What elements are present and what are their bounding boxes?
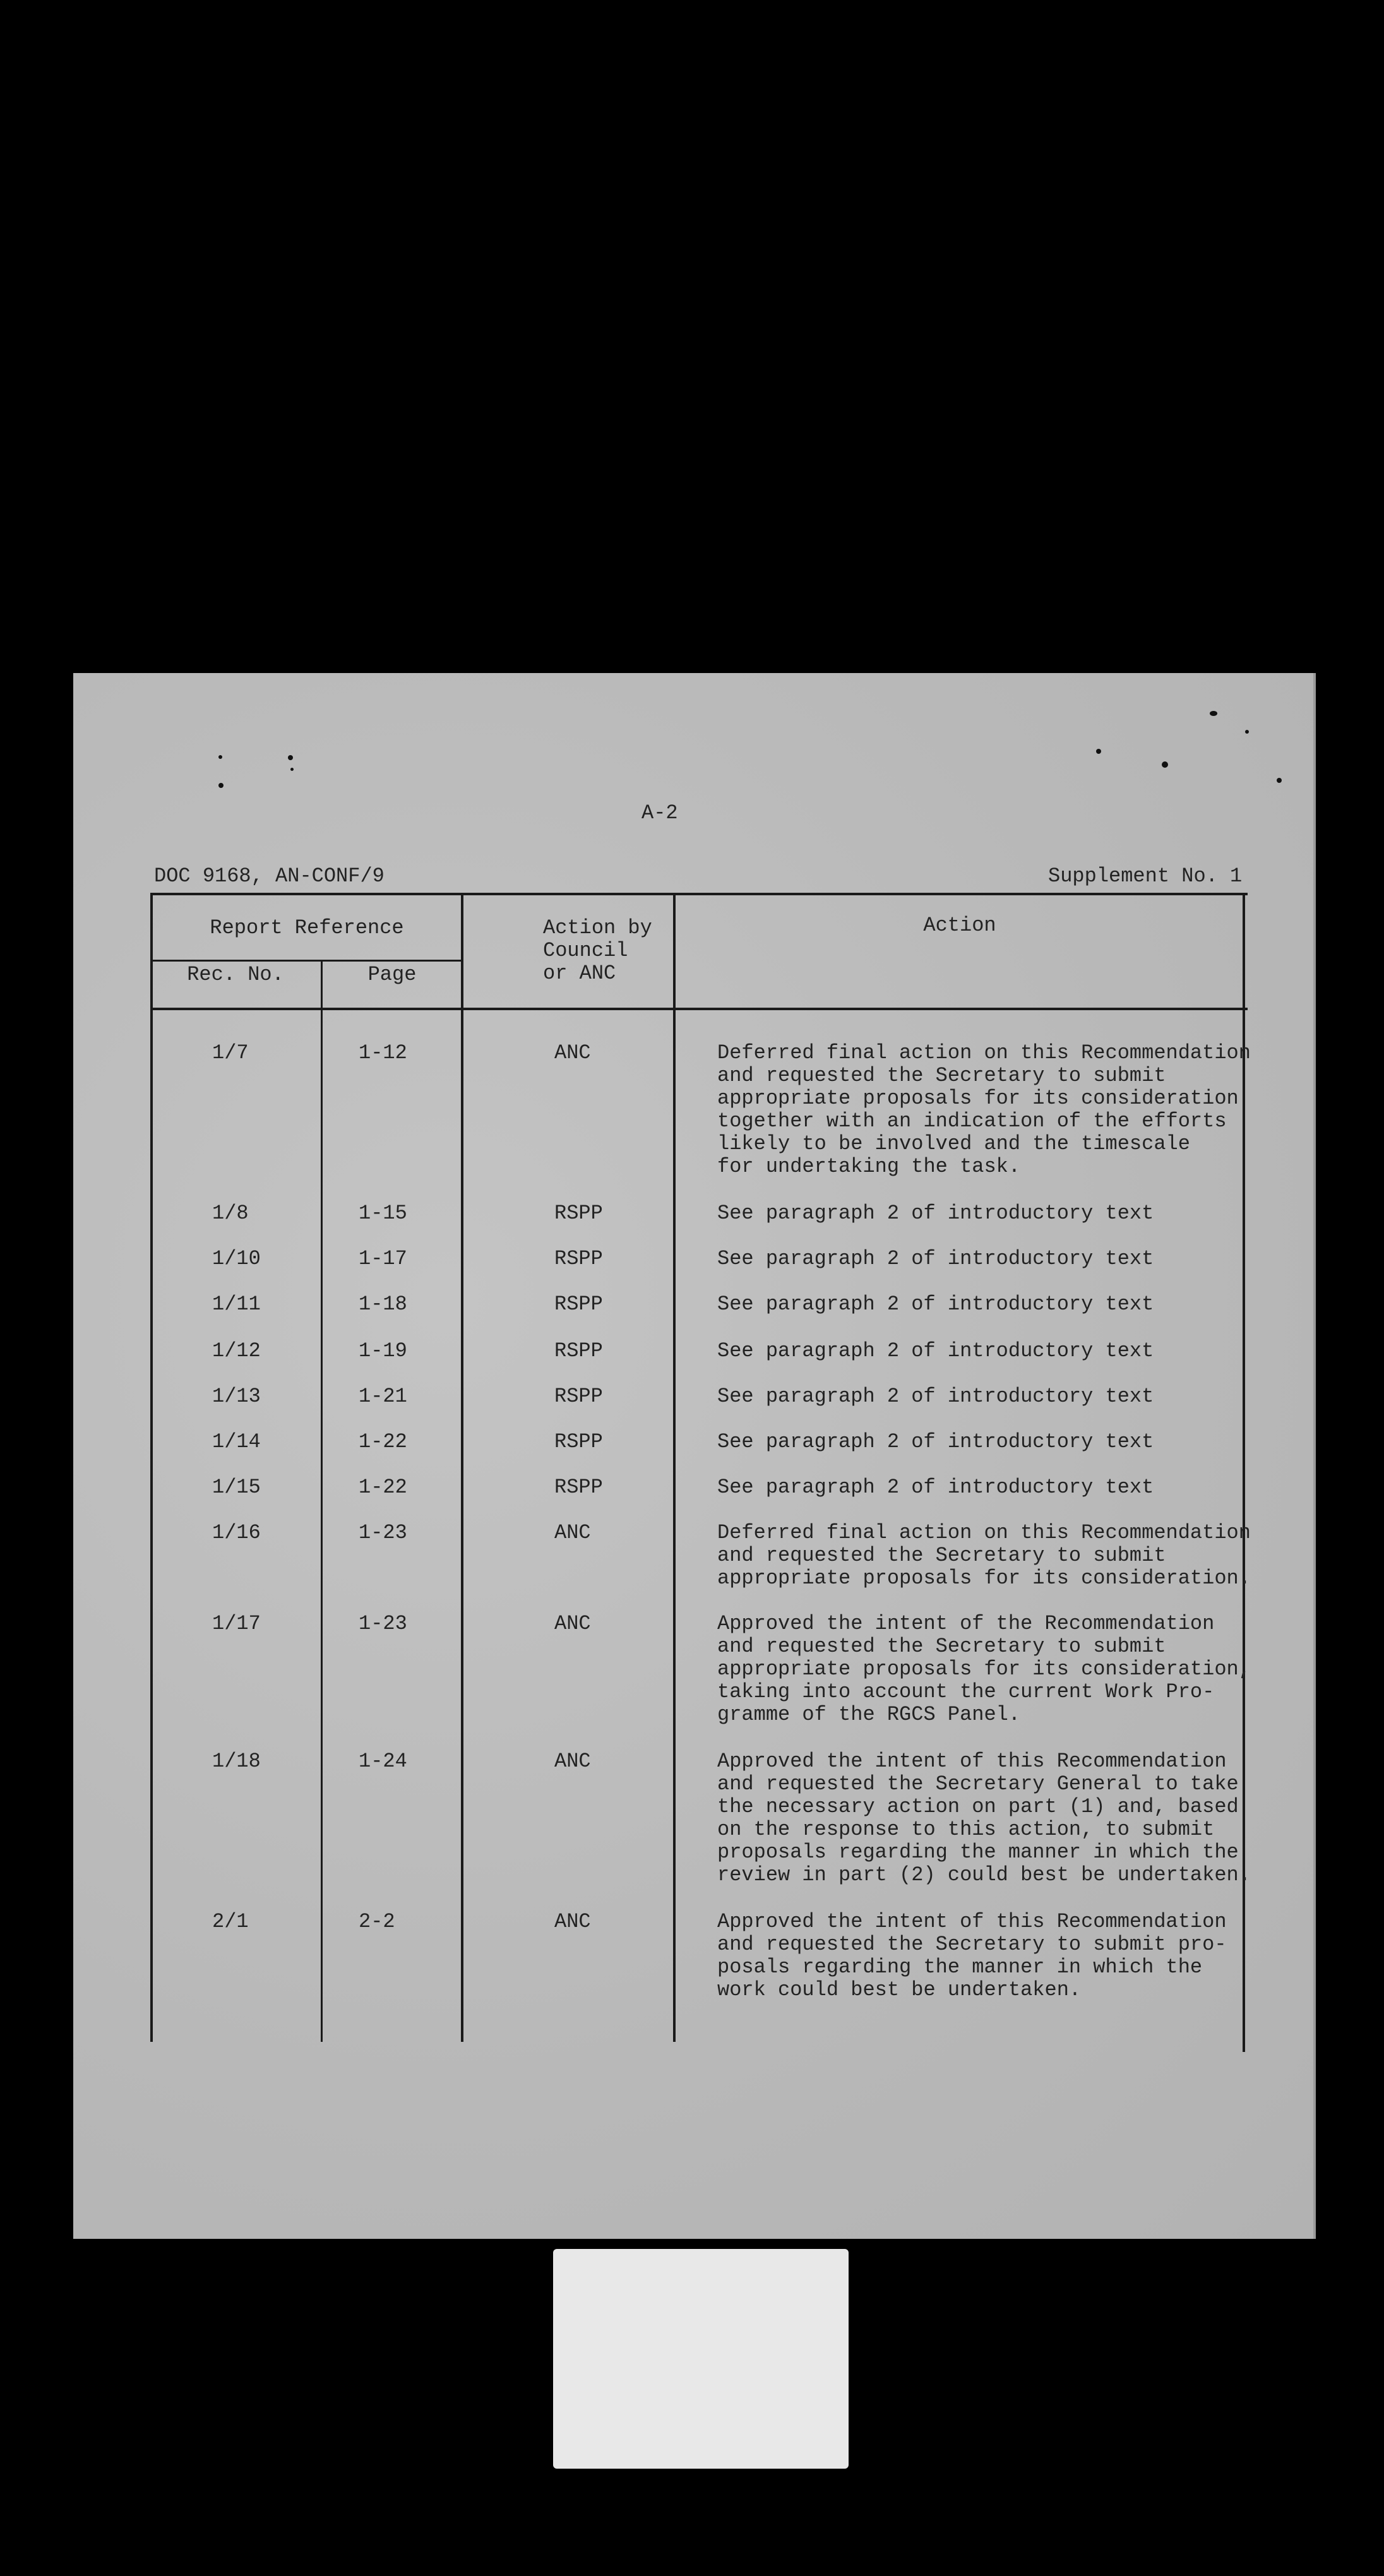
action-text: See paragraph 2 of introductory text bbox=[717, 1247, 1154, 1270]
rec-no: 1/7 bbox=[212, 1041, 249, 1064]
column-rule-page-by bbox=[461, 893, 463, 2042]
header-action-by: Action by Council or ANC bbox=[543, 916, 652, 985]
ink-speck bbox=[1210, 711, 1217, 716]
ink-speck bbox=[218, 783, 224, 788]
action-by: ANC bbox=[554, 1041, 591, 1064]
ink-speck bbox=[1277, 778, 1282, 783]
supplement-label: Supplement No. 1 bbox=[1048, 864, 1243, 888]
ink-speck bbox=[1245, 730, 1249, 734]
action-text: See paragraph 2 of introductory text bbox=[717, 1339, 1154, 1363]
page-ref: 1-22 bbox=[359, 1430, 407, 1453]
action-table bbox=[150, 893, 1251, 2042]
action-text: Deferred final action on this Recommendation and requested the Secretary to submit appropriate proposals for its consideration together with an indication of the efforts likely to be involved and the timescale for undertaking the task. bbox=[717, 1041, 1251, 1178]
header-report-reference: Report Reference bbox=[210, 916, 404, 939]
action-by: ANC bbox=[554, 1750, 591, 1773]
column-rule-left bbox=[150, 893, 153, 2042]
ink-speck bbox=[290, 768, 294, 771]
page-ref: 1-19 bbox=[359, 1339, 407, 1363]
rec-no: 1/18 bbox=[212, 1750, 261, 1773]
header-action: Action bbox=[923, 914, 996, 937]
action-by: RSPP bbox=[554, 1247, 603, 1270]
ink-speck bbox=[288, 755, 293, 760]
header-bottom-rule bbox=[150, 1008, 1248, 1010]
action-by: RSPP bbox=[554, 1476, 603, 1499]
rec-no: 1/12 bbox=[212, 1339, 261, 1363]
action-text: Approved the intent of this Recommendation and requested the Secretary General to take the necessary action on part (1) and, based on the response to this action, to submit proposals regarding the manner in which the review in part (2) could best be undertaken. bbox=[717, 1750, 1251, 1887]
action-text: See paragraph 2 of introductory text bbox=[717, 1202, 1154, 1225]
subheader-rule bbox=[150, 960, 463, 962]
action-by: ANC bbox=[554, 1521, 591, 1544]
page-ref: 2-2 bbox=[359, 1910, 395, 1933]
page-ref: 1-21 bbox=[359, 1385, 407, 1408]
header-rec-no: Rec. No. bbox=[187, 963, 284, 986]
table-top-rule bbox=[150, 893, 1248, 895]
action-by: RSPP bbox=[554, 1430, 603, 1453]
action-by: RSPP bbox=[554, 1339, 603, 1363]
action-text: Deferred final action on this Recommendation and requested the Secretary to submit appropriate proposals for its consideration. bbox=[717, 1521, 1251, 1590]
rec-no: 1/15 bbox=[212, 1476, 261, 1499]
ink-speck bbox=[1162, 761, 1168, 768]
action-text: Approved the intent of the Recommendation and requested the Secretary to submit appropriate proposals for its consideration, taking into account the current Work Pro- gramme of the RGCS Panel. bbox=[717, 1612, 1251, 1726]
action-by: ANC bbox=[554, 1612, 591, 1635]
page-label: A-2 bbox=[641, 801, 678, 825]
blank-card bbox=[553, 2249, 849, 2469]
action-by: ANC bbox=[554, 1910, 591, 1933]
rec-no: 1/11 bbox=[212, 1292, 261, 1316]
header-page: Page bbox=[367, 963, 417, 986]
column-rule-rec-page bbox=[321, 960, 323, 2042]
rec-no: 1/8 bbox=[212, 1202, 249, 1225]
page-ref: 1-22 bbox=[359, 1476, 407, 1499]
action-text: See paragraph 2 of introductory text bbox=[717, 1292, 1154, 1316]
action-text: Approved the intent of this Recommendation and requested the Secretary to submit pro- posals regarding the manner in which the work could best be undertaken. bbox=[717, 1910, 1227, 2001]
page-ref: 1-24 bbox=[359, 1750, 407, 1773]
column-rule-by-action bbox=[673, 893, 676, 2042]
ink-speck bbox=[1096, 749, 1101, 754]
rec-no: 1/16 bbox=[212, 1521, 261, 1544]
document-id: DOC 9168, AN-CONF/9 bbox=[154, 864, 385, 888]
page-ref: 1-17 bbox=[359, 1247, 407, 1270]
rec-no: 1/14 bbox=[212, 1430, 261, 1453]
action-text: See paragraph 2 of introductory text bbox=[717, 1476, 1154, 1499]
action-by: RSPP bbox=[554, 1202, 603, 1225]
page-ref: 1-23 bbox=[359, 1612, 407, 1635]
action-text: See paragraph 2 of introductory text bbox=[717, 1385, 1154, 1408]
action-by: RSPP bbox=[554, 1292, 603, 1316]
page-ref: 1-23 bbox=[359, 1521, 407, 1544]
rec-no: 1/17 bbox=[212, 1612, 261, 1635]
ink-speck bbox=[218, 755, 222, 759]
rec-no: 1/10 bbox=[212, 1247, 261, 1270]
rec-no: 2/1 bbox=[212, 1910, 249, 1933]
page-ref: 1-18 bbox=[359, 1292, 407, 1316]
page-ref: 1-12 bbox=[359, 1041, 407, 1064]
rec-no: 1/13 bbox=[212, 1385, 261, 1408]
action-by: RSPP bbox=[554, 1385, 603, 1408]
page-ref: 1-15 bbox=[359, 1202, 407, 1225]
action-text: See paragraph 2 of introductory text bbox=[717, 1430, 1154, 1453]
